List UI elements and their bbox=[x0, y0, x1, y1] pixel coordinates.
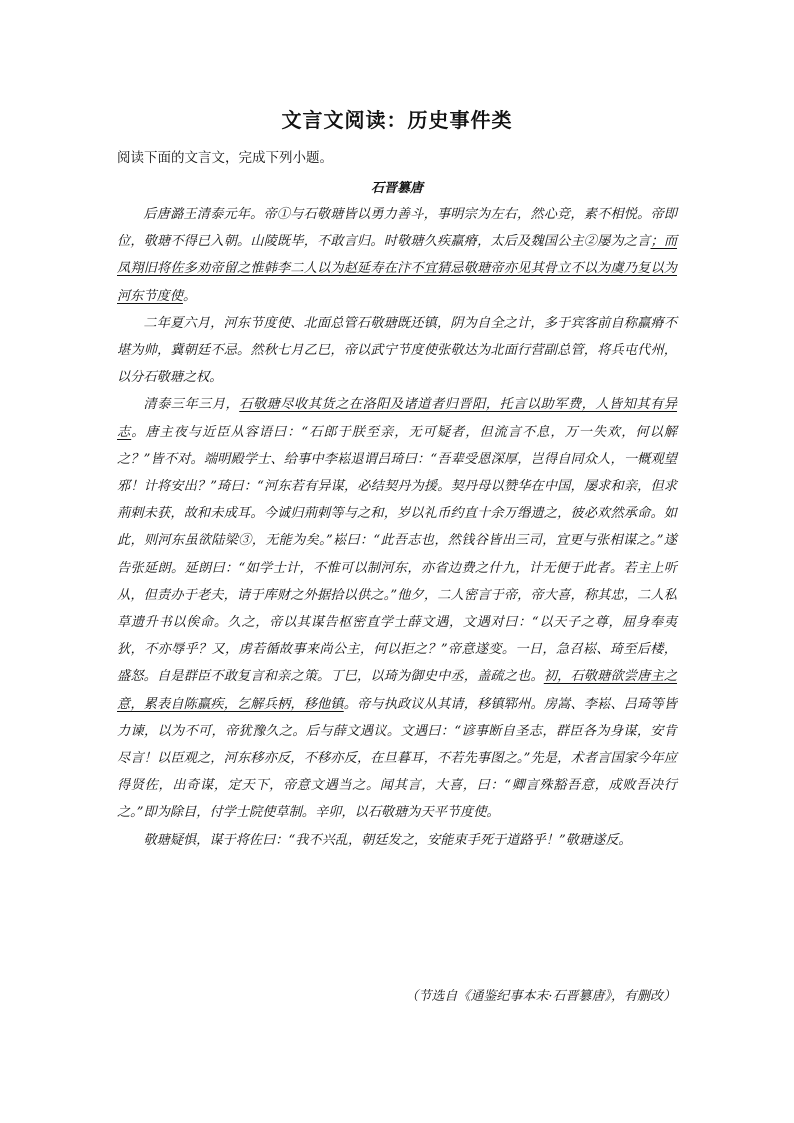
instruction-text: 阅读下面的文言文，完成下列小题。 bbox=[117, 150, 333, 166]
paragraph-1-end: 。 bbox=[182, 288, 197, 304]
page-title: 文言文阅读：历史事件类 bbox=[281, 108, 513, 132]
paragraph-4: 敬瑭疑惧，谋于将佐曰：“我不兴乱，朝廷发之，安能束手死于道路乎！”敬瑭遂反。 bbox=[143, 832, 632, 848]
paragraph-3 bbox=[117, 391, 677, 826]
underlined-sentence-3: 初，石敬瑭欲尝唐主之意，累表自陈羸疾，乞解兵柄，移他镇 bbox=[117, 669, 678, 712]
paragraph-3-end: 。帝与执政议从其请，移镇郓州。房嵩、李崧、吕琦等皆力谏，以为不可，帝犹豫久之。后与薛文遇议。文遇曰：“谚事断自圣志，群臣各为身谋，安肯尽言！以臣观之，河东移亦反，不移亦反，在旦暮耳，不若先事图之。”先是，术者言国家今年应得贤佐，出奇谋，定天下，帝意文遇当之。闻其言，大喜，曰：“卿言殊豁吾意，成败吾决行之。”即为除目，付学士院使草制。辛卯，以石敬瑭为天平节度使。 bbox=[117, 696, 678, 821]
paragraph-2: 二年夏六月，河东节度使、北面总管石敬瑭既还镇，阴为自全之计，多于宾客前自称羸瘠不堪为帅，冀朝廷不忌。然秋七月乙巳，帝以武宁节度使张敬达为北面行营副总管，将兵屯代州，以分石敬瑭之权。 bbox=[117, 315, 677, 386]
paragraph-3-middle: 。唐主夜与近臣从容语曰：“石郎于朕至亲，无可疑者，但流言不息，万一失欢，何以解之？”皆不对。端明殿学士、给事中李崧退谓吕琦曰：“吾辈受恩深厚，岂得自同众人，一概观望邪！计将安出？”琦曰：“河东若有异谋，必结契丹为援。契丹母以赞华在中国，屡求和亲，但求荊剌未获，故和未成耳。今诚归荊剌等与之和，岁以礼币约直十余万缗遗之，彼必欢然承命。如此，则河东虽欲陆梁③，无能为矣。”崧曰：“此吾志也，然钱谷皆出三司，宜更与张相谋之。”遂告张延朗。延朗曰：“如学士计，不惟可以制河东，亦省边费之什九，计无便于此者。若主上听从，但责办于老夫，请于库财之外据拾以供之。”他夕，二人密言于帝，帝大喜，称其忠，二人私草遗升书以俟命。久之，帝以其谋告枢密直学士薛文遇，文遇对曰：“以天子之尊，屈身奉夷狄，不亦辱乎？又，虏若循故事来尚公主，何以拒之？”帝意遂变。一日，急召崧、琦至后楼，盛怒。自是群臣不敢复言和亲之策。丁巳，以琦为御史中丞，盖疏之也。 bbox=[117, 424, 677, 685]
paragraph-1-text: 后唐潞王清泰元年。帝①与石敬瑭皆以勇力善斗，事明宗为左右，然心竞，素不相悦。帝即位，敬瑭不得已入朝。山陵既毕，不敢言归。时敬瑭久疾羸瘠，太后及魏国公主②屡为之言 bbox=[117, 207, 677, 250]
article-title: 石晋篡唐 bbox=[370, 181, 423, 196]
underlined-sentence-2: 石敬瑭尽收其货之在洛阳及诸道者归晋阳，托言以助军费，人皆知其有异志 bbox=[117, 397, 678, 440]
paragraph-1 bbox=[117, 201, 677, 310]
source-citation: （节选自《通鉴纪事本末·石晋篡唐》，有删改） bbox=[405, 989, 676, 1004]
paragraph-3-start: 清泰三年三月， bbox=[143, 397, 240, 413]
underlined-sentence-1: ；而凤翔旧将佐多劝帝留之惟韩李二人以为赵延寿在汴不宜猜忌敬瑭帝亦见其骨立不以为虞乃复以为河东节度使 bbox=[117, 234, 678, 304]
article-body bbox=[117, 201, 677, 854]
